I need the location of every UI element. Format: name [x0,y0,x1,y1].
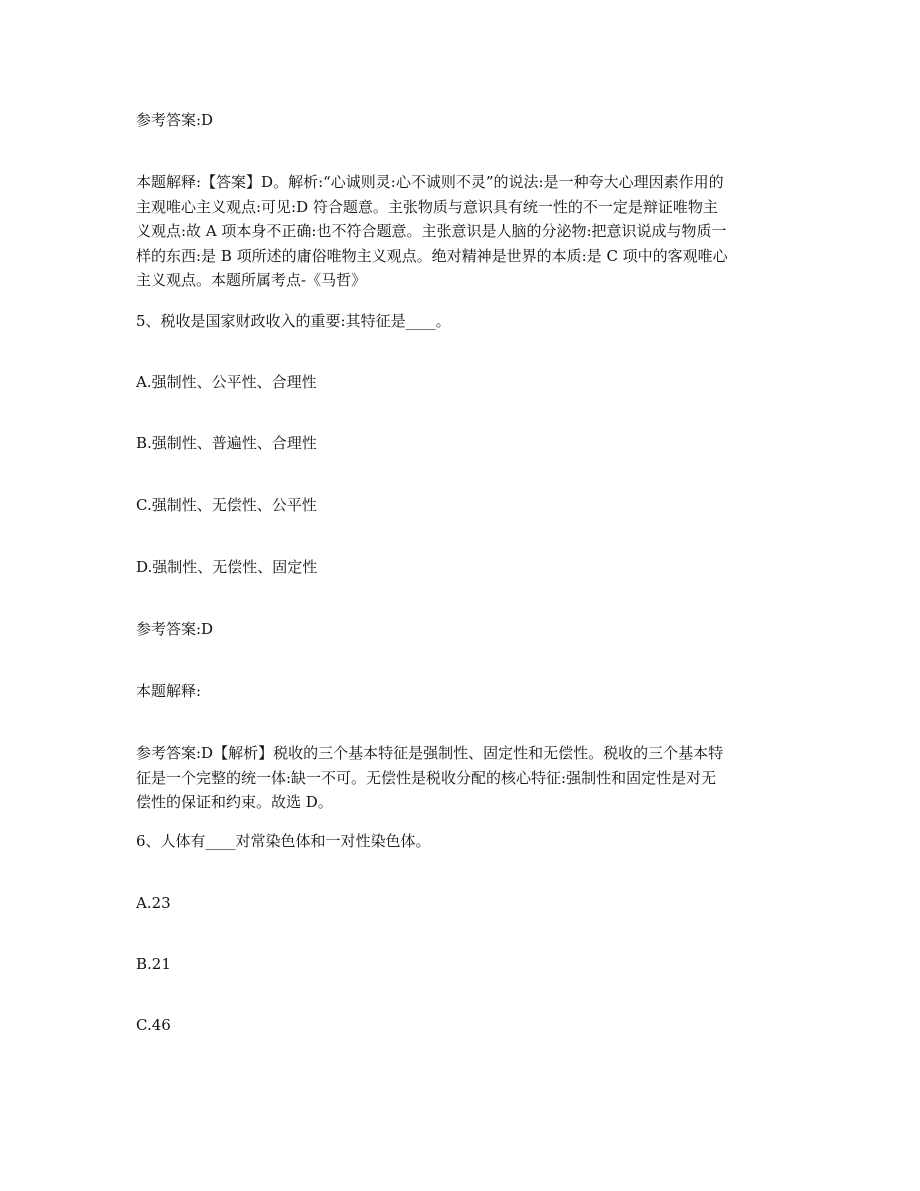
q5-explanation-line: 参考答案:D【解析】税收的三个基本特征是强制性、固定性和无偿性。税收的三个基本特 [136,744,724,762]
q4-explanation-line: 义观点:故 A 项本身不正确:也不符合题意。主张意识是人脑的分泌物:把意识说成与物质一 [136,222,727,240]
q5-option-d: D.强制性、无偿性、固定性 [136,558,318,576]
q5-option-c: C.强制性、无偿性、公平性 [136,496,317,514]
q5-answer: 参考答案:D [136,620,214,638]
q5-explanation-line: 征是一个完整的统一体:缺一不可。无偿性是税收分配的核心特征:强制性和固定性是对无 [136,768,717,787]
q5-explanation-label: 本题解释: [136,682,202,700]
q4-explanation [136,170,784,293]
q5-explanation-line: 偿性的保证和约束。故选 D。 [136,793,333,811]
q6-option-a: A.23 [136,894,171,912]
q5-option-b: B.强制性、普遍性、合理性 [136,434,317,452]
q4-explanation-line: 样的东西:是 B 项所述的庸俗唯物主义观点。绝对精神是世界的本质:是 C 项中的客观唯心 [136,246,728,265]
q4-explanation-line: 主观唯心主义观点:可见:D 符合题意。主张物质与意识具有统一性的不一定是辩证唯物主 [136,197,718,216]
q5-question: 5、税收是国家财政收入的重要:其特征是____。 [136,312,451,330]
q4-explanation-line: 本题解释:【答案】D。解析:“心诚则灵:心不诚则不灵”的说法:是一种夸大心理因素作用的 [136,173,724,191]
q6-option-c: C.46 [136,1016,171,1034]
q6-question: 6、人体有____对常染色体和一对性染色体。 [136,832,431,850]
q4-answer: 参考答案:D [136,111,214,129]
q6-option-b: B.21 [136,955,171,973]
q5-explanation [136,741,784,815]
q4-explanation-line: 主义观点。本题所属考点-《马哲》 [136,271,367,289]
q5-option-a: A.强制性、公平性、合理性 [136,373,317,391]
